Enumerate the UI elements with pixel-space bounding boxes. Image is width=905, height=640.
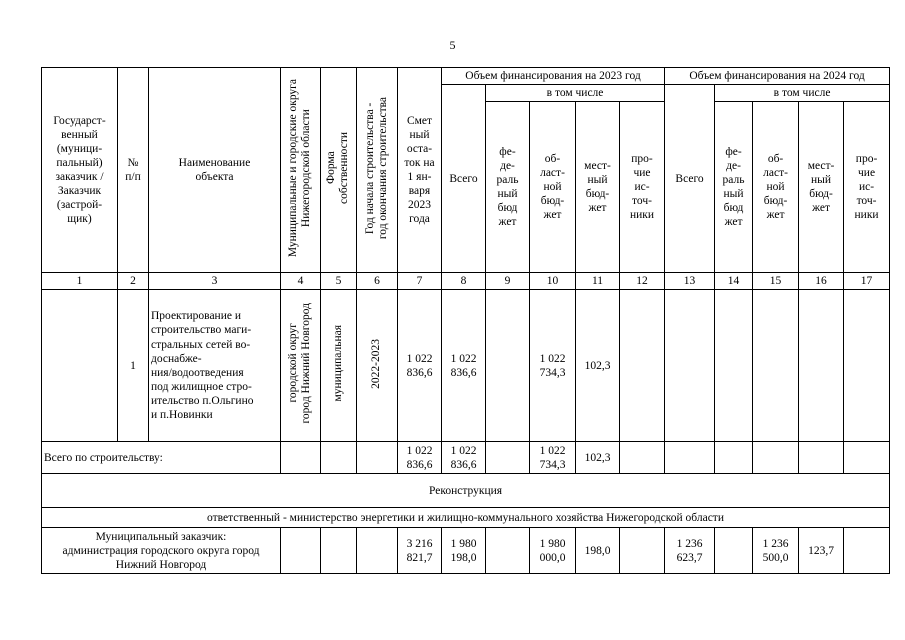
municipal-customer-label: Муниципальный заказчик: администрация городского округа город Нижний Новгород (42, 528, 281, 574)
municipal-empty (486, 528, 530, 574)
column-number: 11 (576, 273, 620, 290)
subtotal-estimate: 1 022 836,6 (398, 442, 442, 474)
column-number: 16 (799, 273, 844, 290)
municipal-empty (715, 528, 753, 574)
row-ownership: муниципальная (321, 290, 357, 442)
row-federal-2023 (486, 290, 530, 442)
column-number: 2 (118, 273, 149, 290)
header-local-2024: мест- ный бюд- жет (799, 102, 844, 273)
column-number: 7 (398, 273, 442, 290)
subtotal-empty (753, 442, 799, 474)
subtotal-total-2023: 1 022 836,6 (442, 442, 486, 474)
section-title: Реконструкция (42, 474, 890, 508)
column-number: 1 (42, 273, 118, 290)
column-number: 10 (530, 273, 576, 290)
row-federal-2024 (715, 290, 753, 442)
header-regional-2023: об- ласт- ной бюд- жет (530, 102, 576, 273)
header-local-2023: мест- ный бюд- жет (576, 102, 620, 273)
column-number: 13 (665, 273, 715, 290)
municipal-regional-2024: 1 236 500,0 (753, 528, 799, 574)
subtotal-local-2023: 102,3 (576, 442, 620, 474)
row-local-2024 (799, 290, 844, 442)
header-other-2024: про- чие ис- точ- ники (844, 102, 890, 273)
subtotal-empty (486, 442, 530, 474)
header-including-2023: в том числе (486, 85, 665, 102)
header-total-2023: Всего (442, 85, 486, 273)
header-estimate: Смет ный оста- ток на 1 ян- варя 2023 года (398, 68, 442, 273)
column-number: 15 (753, 273, 799, 290)
header-years: Год начала строительства - год окончания строительства (357, 68, 398, 273)
row-local-2023: 102,3 (576, 290, 620, 442)
page-number: 5 (449, 38, 456, 52)
column-number: 4 (281, 273, 321, 290)
row-other-2024 (844, 290, 890, 442)
header-number: № п/п (118, 68, 149, 273)
row-regional-2024 (753, 290, 799, 442)
municipal-total-2023: 1 980 198,0 (442, 528, 486, 574)
column-number: 9 (486, 273, 530, 290)
row-regional-2023: 1 022 734,3 (530, 290, 576, 442)
subtotal-empty (357, 442, 398, 474)
header-customer: Государст- венный (муници- пальный) заказчик / Заказчик (застрой- щик) (42, 68, 118, 273)
financing-table (41, 67, 890, 574)
header-financing-2023: Объем финансирования на 2023 год (442, 68, 665, 85)
subtotal-label: Всего по строительству: (42, 442, 281, 474)
municipal-empty (357, 528, 398, 574)
subtotal-regional-2023: 1 022 734,3 (530, 442, 576, 474)
municipal-estimate: 3 216 821,7 (398, 528, 442, 574)
column-number: 6 (357, 273, 398, 290)
subtotal-empty (844, 442, 890, 474)
header-object-name: Наименование объекта (149, 68, 281, 273)
row-number: 1 (118, 290, 149, 442)
row-customer (42, 290, 118, 442)
column-number: 3 (149, 273, 281, 290)
row-other-2023 (620, 290, 665, 442)
municipal-regional-2023: 1 980 000,0 (530, 528, 576, 574)
row-object-name: Проектирование и строительство маги- стральных сетей во- доснабже- ния/водоотведения под жилищное стро- ительство п.Ольгино и п.Новинки (149, 290, 281, 442)
row-estimate: 1 022 836,6 (398, 290, 442, 442)
subtotal-row (42, 442, 890, 474)
header-regional-2024: об- ласт- ной бюд- жет (753, 102, 799, 273)
header-including-2024: в том числе (715, 85, 890, 102)
column-number: 8 (442, 273, 486, 290)
municipal-total-2024: 1 236 623,7 (665, 528, 715, 574)
row-municipality: городской округ город Нижний Новгород (281, 290, 321, 442)
municipal-customer-row (42, 528, 890, 574)
subtotal-empty (281, 442, 321, 474)
municipal-empty (321, 528, 357, 574)
table-row (42, 290, 890, 442)
row-total-2024 (665, 290, 715, 442)
subtotal-empty (620, 442, 665, 474)
municipal-empty (620, 528, 665, 574)
column-number: 14 (715, 273, 753, 290)
column-number: 12 (620, 273, 665, 290)
header-federal-2023: фе- де- раль ный бюд жет (486, 102, 530, 273)
subtotal-empty (799, 442, 844, 474)
responsible-line: ответственный - министерство энергетики и жилищно-коммунального хозяйства Нижегородской области (42, 508, 890, 528)
header-other-2023: про- чие ис- точ- ники (620, 102, 665, 273)
column-number: 17 (844, 273, 890, 290)
subtotal-empty (715, 442, 753, 474)
column-number: 5 (321, 273, 357, 290)
header-federal-2024: фе- де- раль ный бюд жет (715, 102, 753, 273)
municipal-empty (844, 528, 890, 574)
municipal-empty (281, 528, 321, 574)
header-ownership: Форма собственности (321, 68, 357, 273)
municipal-local-2023: 198,0 (576, 528, 620, 574)
header-total-2024: Всего (665, 85, 715, 273)
row-total-2023: 1 022 836,6 (442, 290, 486, 442)
subtotal-empty (321, 442, 357, 474)
row-years: 2022-2023 (357, 290, 398, 442)
subtotal-empty (665, 442, 715, 474)
header-financing-2024: Объем финансирования на 2024 год (665, 68, 890, 85)
header-municipality: Муниципальные и городские округа Нижегородской области (281, 68, 321, 273)
municipal-local-2024: 123,7 (799, 528, 844, 574)
